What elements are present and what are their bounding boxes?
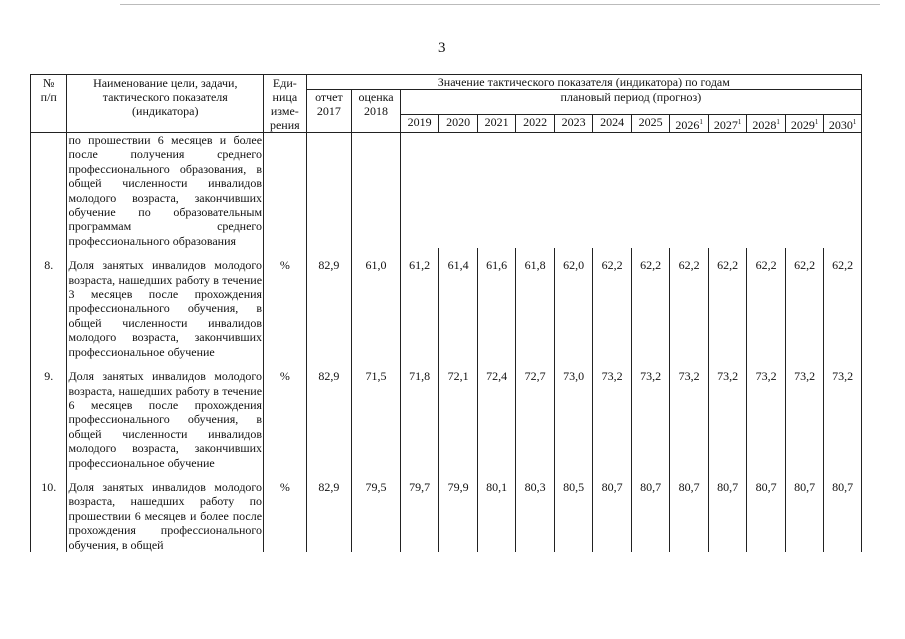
col-unit-line2: ница (272, 90, 298, 104)
year-label: 2027 (713, 118, 738, 132)
col-name-line1: Наименование цели, задачи, (93, 76, 238, 90)
value-2030: 62,2 (824, 258, 862, 359)
value-2019: 71,8 (400, 369, 439, 470)
value-2021: 72,4 (477, 369, 516, 470)
estimate-label: оценка (358, 90, 394, 104)
table-row (31, 258, 862, 359)
year-header-2022 (516, 115, 555, 133)
table-row (31, 480, 862, 552)
unit-cell: % (264, 369, 307, 470)
year-label: 2019 (407, 115, 432, 129)
page-number: 3 (438, 40, 446, 56)
estimate-value: 79,5 (352, 480, 401, 552)
value-2020: 61,4 (439, 258, 478, 359)
row-number: 8. (31, 258, 67, 359)
value-2022: 80,3 (516, 480, 555, 552)
col-name-line3: (индикатора) (132, 104, 199, 118)
report-value: 82,9 (306, 258, 352, 359)
year-label: 2023 (561, 115, 586, 129)
year-header-2029 (785, 115, 824, 133)
footnote-mark: 1 (852, 118, 857, 126)
year-label: 2029 (790, 118, 815, 132)
value-2024: 80,7 (593, 480, 632, 552)
value-2026: 80,7 (670, 480, 709, 552)
footnote-mark: 1 (737, 118, 742, 126)
year-header-2023 (554, 115, 593, 133)
row-spacer (31, 470, 862, 480)
col-unit-line4: рения (269, 118, 300, 132)
value-2030: 73,2 (824, 369, 862, 470)
year-label: 2021 (484, 115, 509, 129)
estimate-year: 2018 (364, 104, 389, 118)
table-header (31, 75, 862, 133)
col-unit-line3: изме- (270, 104, 299, 118)
table-body (31, 133, 862, 552)
value-2027: 62,2 (708, 258, 747, 359)
values-group-header: Значение тактического показателя (индикатора) по годам (306, 75, 861, 90)
unit-cell: % (264, 258, 307, 359)
table-row (31, 369, 862, 470)
report-value: 82,9 (306, 369, 352, 470)
value-2020: 72,1 (439, 369, 478, 470)
value-2029: 62,2 (785, 258, 824, 359)
year-header-2028 (747, 115, 786, 133)
year-header-2030 (824, 115, 862, 133)
col-number-line1: № (43, 76, 55, 90)
value-2019: 61,2 (400, 258, 439, 359)
footnote-mark: 1 (776, 118, 780, 126)
report-label: отчет (315, 90, 343, 104)
value-2023: 73,0 (554, 369, 593, 470)
col-estimate-header (352, 90, 401, 133)
value-2026: 73,2 (670, 369, 709, 470)
estimate-value: 71,5 (352, 369, 401, 470)
value-2028: 80,7 (747, 480, 786, 552)
value-2022: 72,7 (516, 369, 555, 470)
value-2027: 73,2 (708, 369, 747, 470)
col-number-header (31, 75, 67, 133)
estimate-value: 61,0 (352, 258, 401, 359)
col-name-header (67, 75, 264, 133)
value-2024: 73,2 (593, 369, 632, 470)
col-unit-line1: Еди- (272, 76, 297, 90)
value-2023: 62,0 (554, 258, 593, 359)
value-2029: 73,2 (785, 369, 824, 470)
scan-top-edge-line (120, 4, 880, 5)
value-2029: 80,7 (785, 480, 824, 552)
plan-period-header: плановый период (прогноз) (400, 90, 861, 115)
value-2028: 73,2 (747, 369, 786, 470)
col-report-header (306, 90, 352, 133)
value-2025: 62,2 (631, 258, 670, 359)
value-2025: 73,2 (631, 369, 670, 470)
row-spacer (31, 359, 862, 369)
footnote-mark: 1 (814, 118, 819, 126)
year-header-2024 (593, 115, 632, 133)
report-value: 82,9 (306, 480, 352, 552)
value-2019: 79,7 (400, 480, 439, 552)
row-number: 10. (31, 480, 67, 552)
unit-cell: % (264, 480, 307, 552)
year-label: 2030 (828, 118, 853, 132)
row-spacer (31, 248, 862, 258)
indicator-name: Доля занятых инвалидов молодого возраста, нашедших работу в течение 3 месяцев после прохождения профессионального обучения, в общей численности инвалидов молодого возраста, закончивших профессиональное обучение (68, 258, 263, 359)
value-2024: 62,2 (593, 258, 632, 359)
indicator-name: Доля занятых инвалидов молодого возраста, нашедших работу в течение 6 месяцев после прохождения профессионального обучения, в общей численности инвалидов молодого возраста, закончивших профессиональное обучение (68, 369, 263, 470)
value-2027: 80,7 (708, 480, 747, 552)
value-2023: 80,5 (554, 480, 593, 552)
value-2028: 62,2 (747, 258, 786, 359)
col-name-line2: тактического показателя (102, 90, 228, 104)
year-header-2020 (439, 115, 478, 133)
year-header-2021 (477, 115, 516, 133)
year-label: 2020 (446, 115, 471, 129)
year-label: 2024 (600, 115, 625, 129)
value-2030: 80,7 (824, 480, 862, 552)
value-2022: 61,8 (516, 258, 555, 359)
col-unit-header (264, 75, 307, 133)
row-number: 9. (31, 369, 67, 470)
continued-row-text: по прошествии 6 месяцев и более после получения среднего профессионального образования, в общей численности инвалидов молодого возраста, закончивших обучение по образовательным программам среднего профессионального образования (68, 133, 263, 248)
indicators-table (30, 74, 862, 552)
year-header-2027 (708, 115, 747, 133)
continued-row (31, 133, 862, 249)
year-label: 2028 (752, 118, 777, 132)
year-label: 2022 (523, 115, 548, 129)
year-label: 2026 (675, 118, 700, 132)
value-2020: 79,9 (439, 480, 478, 552)
year-header-2025 (631, 115, 670, 133)
indicator-name: Доля занятых инвалидов молодого возраста, нашедших работу по прошествии 6 месяцев и более после прохождения профессионального обучения, в общей (68, 479, 263, 552)
value-2021: 80,1 (477, 480, 516, 552)
year-header-2019 (400, 115, 439, 133)
footnote-mark: 1 (699, 118, 703, 126)
value-2025: 80,7 (631, 480, 670, 552)
value-2026: 62,2 (670, 258, 709, 359)
value-2021: 61,6 (477, 258, 516, 359)
report-year: 2017 (316, 104, 341, 118)
col-number-line2: п/п (40, 90, 57, 104)
year-header-2026 (670, 115, 709, 133)
year-label: 2025 (638, 115, 663, 129)
